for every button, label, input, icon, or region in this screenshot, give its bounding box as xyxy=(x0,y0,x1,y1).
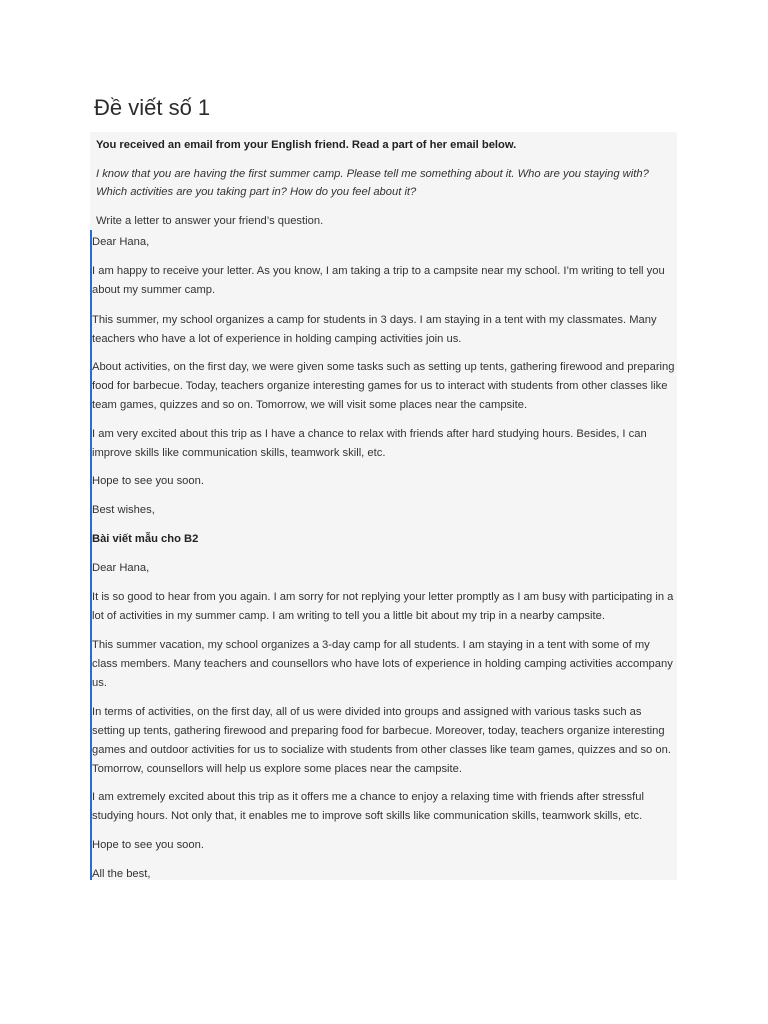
letter1-paragraph-3: About activities, on the first day, we were given some tasks such as setting up tents, gathering firewood and preparing food for barbecue. Today, teachers organize interesting games for us to interact with students from other classes like team games, quizzes and so on. Tomorrow, we will visit some places near the campsite. xyxy=(92,361,675,411)
letter1-closing: Hope to see you soon. xyxy=(92,475,204,487)
letter2-paragraph-4: I am extremely excited about this trip as it offers me a chance to enjoy a relaxing time with friends after stressful studying hours. Not only that, it enables me to improve soft skills like communication skills, teamwork skills, etc. xyxy=(92,791,644,822)
letter1-signoff: Best wishes, xyxy=(92,504,155,516)
prompt-title: You received an email from your English friend. Read a part of her email below. xyxy=(96,139,517,151)
prompt-task: Write a letter to answer your friend’s question. xyxy=(96,215,324,227)
letter2-paragraph-1: It is so good to hear from you again. I am sorry for not replying your letter promptly as I am busy with participating in a lot of activities in my summer camp. I am writing to tell you a little bit about my trip in a nearby campsite. xyxy=(92,591,674,622)
letter2-paragraph-3: In terms of activities, on the first day, all of us were divided into groups and assigned with various tasks such as setting up tents, gathering firewood and preparing food for barbecue. Moreover, today, teachers organize interesting games and outdoor activities for us to socialize with students from other classes like team games, quizzes and so on. Tomorrow, counsellors will help us explore some places near the campsite. xyxy=(92,706,671,775)
letter1-paragraph-1: I am happy to receive your letter. As you know, I am taking a trip to a campsite near my school. I’m writing to tell you about my summer camp. xyxy=(92,265,665,296)
letter2-closing: Hope to see you soon. xyxy=(92,839,204,851)
letter2-paragraph-2: This summer vacation, my school organizes a 3-day camp for all students. I am staying in a tent with some of my class members. Many teachers and counsellors who have lots of experience in holding camping activities accompany us. xyxy=(92,639,673,689)
letter2-greeting: Dear Hana, xyxy=(92,562,150,574)
letter2-signoff: All the best, xyxy=(92,868,151,880)
letter1-paragraph-2: This summer, my school organizes a camp for students in 3 days. I am staying in a tent with my classmates. Many teachers who have a lot of experience in holding camping activities join us. xyxy=(92,314,657,345)
b2-sample-heading: Bài viết mẫu cho B2 xyxy=(92,533,199,545)
letter1-paragraph-4: I am very excited about this trip as I have a chance to relax with friends after hard studying hours. Besides, I can improve skills like communication skills, teamwork skill, etc. xyxy=(92,428,647,459)
prompt-email-excerpt: I know that you are having the first summer camp. Please tell me something about it. Who are you staying with? Which activities are you taking part in? How do you feel about it? xyxy=(96,168,649,198)
page-title: Đề viết số 1 xyxy=(94,95,211,120)
letter1-greeting: Dear Hana, xyxy=(92,236,150,248)
